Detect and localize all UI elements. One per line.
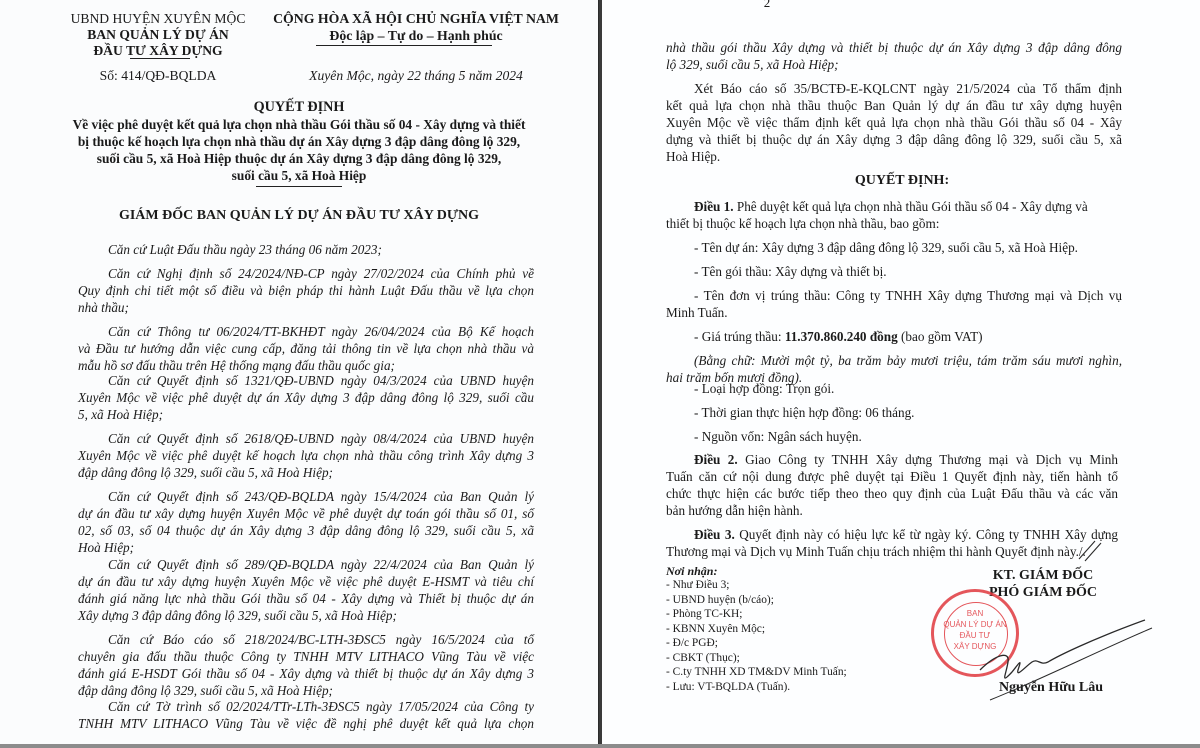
article-2-line: Tuấn căn cứ nội dung được phê duyệt tại Điều 1 Quyết định này, tiến hành tổ (666, 469, 1118, 484)
legal-basis-line: dự án đầu tư xây dựng huyện Xuyên Mộc về việc phê duyệt E-HSMT và tiêu chí (78, 574, 534, 589)
document-page-1 (0, 0, 599, 744)
page-number: 2 (763, 0, 771, 10)
legal-basis-line: đập dâng đông lộ 329, suối cầu 5, xã Hoà Hiệp; (78, 683, 333, 698)
agency-parent: UBND HUYỆN XUYÊN MỘC (70, 11, 246, 26)
issuing-authority: GIÁM ĐỐC BAN QUẢN LÝ DỰ ÁN ĐẦU TƯ XÂY DỰNG (118, 208, 480, 223)
winning-price-value: 11.370.860.240 đồng (784, 329, 898, 344)
article-1-label: Điều 1. (694, 199, 734, 214)
recipients-heading: Nơi nhận: (666, 564, 718, 578)
recipient-item: - KBNN Xuyên Mộc; (666, 622, 766, 635)
legal-basis-line: dự án đầu tư xây dựng huyện Xuyên Mộc về phê duyệt dự toán gói thầu số 01, số (78, 506, 534, 521)
recipient-item: - Phòng TC-KH; (666, 608, 743, 620)
recipient-item: - C.ty TNHH XD TM&DV Minh Tuấn; (666, 666, 847, 678)
legal-basis-line: Căn cứ Luật Đấu thầu ngày 23 tháng 06 năm 2023; (108, 242, 382, 257)
subject-line: suối cầu 5, xã Hoà Hiệp thuộc dự án Xây dựng 3 đập dâng đông lộ 329, (96, 151, 502, 166)
stamp-text: XÂY DỰNG (953, 642, 997, 651)
legal-basis-line: nhà thầu; (78, 300, 129, 315)
initial-mark-icon (1075, 535, 1105, 565)
legal-basis-line: Xuyên Mộc về việc phê duyệt kế hoạch lựa chọn nhà thầu công trình Xây dựng 3 (78, 448, 534, 463)
legal-basis-line: 5, xã Hoà Hiệp; (78, 407, 163, 422)
legal-basis-line: Quy định chi tiết một số điều và biện pháp thi hành Luật Đấu thầu về lựa chọn (78, 283, 534, 298)
national-motto: Độc lập – Tự do – Hạnh phúc (329, 28, 503, 43)
legal-basis-line: Xuyên Mộc về việc phê duyệt dự án Xây dựng 3 đập dâng đông lộ 329, suối cầu (78, 390, 534, 405)
winning-bidder: Minh Tuấn. (666, 305, 728, 320)
title-underline (256, 186, 342, 187)
continuation-line: nhà thầu gói thầu Xây dựng và thiết bị thuộc dự án Xây dựng 3 đập dâng đông (666, 40, 1122, 55)
consideration-line: kết quả lựa chọn nhà thầu thuộc Ban Quản lý dự án đầu tư xây dựng huyện (666, 98, 1122, 113)
article-2-line: bản hướng dẫn hiện hành. (666, 503, 803, 518)
legal-basis-line: Căn cứ Nghị định số 24/2024/NĐ-CP ngày 27/02/2024 của Chính phủ về (108, 266, 534, 281)
legal-basis-line: mẫu hồ sơ đấu thầu trên Hệ thống mạng đấu thầu quốc gia; (78, 358, 395, 373)
funding-source: - Nguồn vốn: Ngân sách huyện. (694, 429, 862, 444)
legal-basis-line: Căn cứ Quyết định số 1321/QĐ-UBND ngày 04/3/2024 của UBND huyện (108, 373, 534, 388)
decision-heading: QUYẾT ĐỊNH: (854, 173, 950, 188)
consideration-line: Xuyên Mộc về việc thẩm định kết quả lựa chọn nhà thầu Gói thầu số 04 - Xây (666, 115, 1122, 130)
price-in-words: (Bằng chữ: Mười một tỷ, ba trăm bảy mươi triệu, tám trăm sáu mươi nghìn, (694, 353, 1122, 368)
legal-basis-line: Căn cứ Thông tư 06/2024/TT-BKHĐT ngày 26/04/2024 của Bộ Kế hoạch (108, 324, 534, 339)
legal-basis-line: Xây dựng 3 đập dâng đông lộ 329, suối cầu 5, xã Hoà Hiệp; (78, 608, 397, 623)
continuation-line: lộ 329, suối cầu 5, xã Hoà Hiệp; (666, 57, 839, 72)
article-1-line: thiết bị thuộc kế hoạch lựa chọn nhà thầu, bao gồm: (666, 216, 940, 231)
decision-title: QUYẾT ĐỊNH (253, 99, 345, 115)
legal-basis-line: Căn cứ Quyết định số 243/QĐ-BQLDA ngày 15/4/2024 của Ban Quản lý (108, 489, 534, 504)
agency-underline (130, 58, 190, 59)
signature-on-behalf: KT. GIÁM ĐỐC (992, 568, 1094, 583)
recipient-item: - UBND huyện (b/cáo); (666, 593, 774, 606)
document-number: Số: 414/QĐ-BQLDA (99, 68, 217, 83)
contract-duration: - Thời gian thực hiện hợp đồng: 06 tháng. (694, 405, 915, 420)
stamp-text: QUẢN LÝ DỰ ÁN (943, 620, 1007, 629)
legal-basis-line: Căn cứ Quyết định số 289/QĐ-BQLDA ngày 22/4/2024 của Ban Quản lý (108, 557, 534, 572)
national-title: CỘNG HÒA XÃ HỘI CHỦ NGHĨA VIỆT NAM (273, 11, 559, 26)
article-2-label: Điều 2. (694, 452, 738, 467)
legal-basis-line: Căn cứ Tờ trình số 02/2024/TTr-LTh-3ĐSC5 ngày 17/05/2024 của Công ty (108, 699, 534, 714)
article-2-line: Điều 2. Giao Công ty TNHH Xây dựng Thương mại và Dịch vụ Minh (694, 452, 1118, 467)
legal-basis-line: đánh giá E-HSDT Gói thầu số 04 - Xây dựng và thiết bị thuộc dự án Xây dựng 3 (78, 666, 534, 681)
legal-basis-line: chuyên gia đấu thầu thuộc Công ty TNHH MTV LITHACO Vũng Tàu về việc (78, 649, 534, 664)
article-2-line: chức thực hiện các bước tiếp theo theo quy định của Luật Đấu thầu và các văn (666, 486, 1118, 501)
subject-line: bị thuộc kế hoạch lựa chọn nhà thầu dự án Xây dựng 3 đập dâng đông lộ 329, (77, 134, 521, 149)
project-name: - Tên dự án: Xây dựng 3 đập dâng đông lộ 329, suối cầu 5, xã Hoà Hiệp. (694, 240, 1078, 255)
legal-basis-line: TNHH MTV LITHACO Vũng Tàu về việc đề nghị phê duyệt kết quả lựa chọn (78, 716, 534, 731)
recipient-item: - Đ/c PGĐ; (666, 637, 718, 649)
subject-line: Về việc phê duyệt kết quả lựa chọn nhà thầu Gói thầu số 04 - Xây dựng và thiết (72, 117, 526, 132)
consideration-line: dựng và thiết bị thuộc dự án Xây dựng 3 đập dâng đông lộ 329, suối cầu 5, xã (666, 132, 1122, 147)
article-1-line: Điều 1. Phê duyệt kết quả lựa chọn nhà thầu Gói thầu số 04 - Xây dựng và (694, 199, 1088, 214)
signer-name: Nguyễn Hữu Lâu (998, 680, 1104, 695)
article-3-line: Điều 3. Quyết định này có hiệu lực kể từ ngày ký. Công ty TNHH Xây dựng (694, 527, 1119, 542)
handwritten-signature-icon (960, 600, 1160, 710)
consideration-line: Xét Báo cáo số 35/BCTĐ-E-KQLCNT ngày 21/5/2024 của Tổ thẩm định (694, 81, 1122, 96)
package-name: - Tên gói thầu: Xây dựng và thiết bị. (694, 264, 887, 279)
recipient-item: - Lưu: VT-BQLDA (Tuấn). (666, 680, 791, 693)
price-in-words: hai trăm bốn mươi đồng). (666, 370, 803, 385)
bottom-edge (0, 744, 1200, 748)
stamp-text: ĐẦU TƯ (959, 631, 991, 640)
place-date: Xuyên Mộc, ngày 22 tháng 5 năm 2024 (309, 68, 523, 83)
legal-basis-line: 02, số 03, số 04 thuộc dự án Xây dựng 3 đập dâng đông lộ 329, suối cầu 5, xã (78, 523, 534, 538)
legal-basis-line: đánh giá năng lực nhà thầu Gói thầu số 04 - Xây dựng và Thiết bị thuộc dự án (78, 591, 534, 606)
motto-underline (316, 45, 492, 46)
agency-name-line2: ĐẦU TƯ XÂY DỰNG (93, 43, 223, 58)
legal-basis-line: và Đầu tư hướng dẫn việc cung cấp, đăng tải thông tin về lựa chọn nhà thầu và (78, 341, 534, 356)
article-3-line: Thương mại và Dịch vụ Minh Tuấn chịu trách nhiệm thi hành Quyết định này./. (666, 544, 1086, 559)
contract-type: - Loại hợp đồng: Trọn gói. (694, 381, 835, 396)
signature-position: PHÓ GIÁM ĐỐC (988, 585, 1098, 600)
legal-basis-line: đập dâng đông lộ 329, suối cầu 5, xã Hoà Hiệp; (78, 465, 333, 480)
winning-price: - Giá trúng thầu: 11.370.860.240 đồng (bao gồm VAT) (694, 329, 983, 344)
winning-bidder: - Tên đơn vị trúng thầu: Công ty TNHH Xây dựng Thương mại và Dịch vụ (694, 288, 1122, 303)
recipient-item: - Như Điều 3; (666, 579, 730, 591)
agency-name-line1: BAN QUẢN LÝ DỰ ÁN (87, 27, 229, 42)
legal-basis-line: Căn cứ Báo cáo số 218/2024/BC-LTH-3ĐSC5 ngày 16/5/2024 của tổ (108, 632, 534, 647)
article-3-label: Điều 3. (694, 527, 735, 542)
consideration-line: Hoà Hiệp. (666, 149, 721, 164)
subject-line: suối cầu 5, xã Hoà Hiệp (231, 168, 367, 183)
stamp-text: BAN (966, 609, 984, 618)
legal-basis-line: Căn cứ Quyết định số 2618/QĐ-UBND ngày 08/4/2024 của UBND huyện (108, 431, 534, 446)
recipient-item: - CBKT (Thục); (666, 651, 740, 664)
legal-basis-line: Hoà Hiệp; (78, 540, 135, 555)
